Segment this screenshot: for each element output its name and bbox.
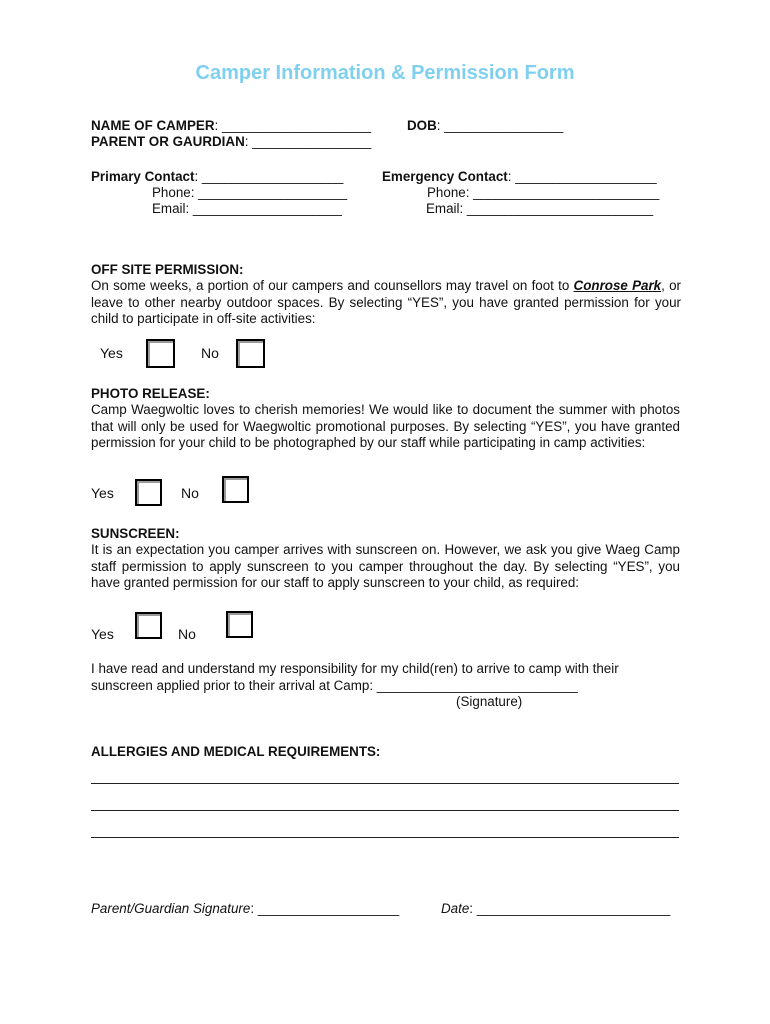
primary-contact-blank: : ___________________ — [194, 169, 344, 184]
photo-paragraph: Camp Waegwoltic loves to cherish memories! We would like to document the summer with photos that will only be used for Waegwoltic promotional purposes. By selecting “YES”, you have granted permission for your child to be photographed by our staff while participating in camp activities: — [91, 402, 680, 450]
camper-name-field[interactable] — [91, 118, 371, 133]
primary-email-field[interactable]: Email: ____________________ — [152, 201, 342, 216]
guardian-signature-field[interactable] — [91, 901, 399, 916]
allergies-line-1[interactable] — [91, 783, 679, 784]
guardian-field[interactable] — [91, 134, 371, 149]
dob-field[interactable] — [407, 118, 563, 133]
sunscreen-no-label: No — [178, 626, 196, 642]
date-label: Date — [441, 901, 470, 916]
emergency-email-field[interactable]: Email: _________________________ — [426, 201, 654, 216]
primary-contact-field[interactable] — [91, 169, 343, 184]
photo-yes-label: Yes — [91, 485, 114, 501]
emergency-contact-blank: : ___________________ — [507, 169, 657, 184]
guardian-signature-blank: : ___________________ — [250, 901, 400, 916]
sunscreen-heading: SUNSCREEN: — [91, 526, 180, 541]
primary-phone-field[interactable]: Phone: ____________________ — [152, 185, 348, 200]
sunscreen-signature-field[interactable]: sunscreen applied prior to their arrival at Camp: ___________________________ — [91, 678, 578, 693]
offsite-no-label: No — [201, 345, 219, 361]
date-blank: : __________________________ — [469, 901, 671, 916]
conrose-park-link: Conrose Park — [573, 278, 662, 293]
offsite-text-after: , or leave to other nearby outdoor spaces. By selecting “YES”, you have granted permission for your child to participate in off-site activities: — [91, 278, 681, 326]
guardian-blank: : ________________ — [244, 134, 372, 149]
sunscreen-no-checkbox[interactable] — [226, 611, 253, 638]
date-field[interactable] — [441, 901, 670, 916]
emergency-contact-field[interactable] — [382, 169, 657, 184]
emergency-contact-label: Emergency Contact — [382, 169, 508, 184]
guardian-label: PARENT OR GAURDIAN — [91, 134, 245, 149]
offsite-yes-label: Yes — [100, 345, 123, 361]
allergies-line-3[interactable] — [91, 837, 679, 838]
dob-label: DOB — [407, 118, 437, 133]
guardian-signature-label: Parent/Guardian Signature — [91, 901, 251, 916]
sunscreen-ack-line-1: I have read and understand my responsibility for my child(ren) to arrive to camp with their — [91, 661, 619, 676]
photo-no-label: No — [181, 485, 199, 501]
offsite-yes-checkbox[interactable] — [146, 339, 175, 368]
allergies-heading: ALLERGIES AND MEDICAL REQUIREMENTS: — [91, 744, 381, 759]
emergency-phone-field[interactable]: Phone: _________________________ — [427, 185, 660, 200]
photo-yes-checkbox[interactable] — [135, 479, 162, 506]
photo-no-checkbox[interactable] — [222, 476, 249, 503]
camper-name-label: NAME OF CAMPER — [91, 118, 215, 133]
sunscreen-yes-checkbox[interactable] — [135, 612, 162, 639]
offsite-no-checkbox[interactable] — [236, 339, 265, 368]
camper-name-blank: : ____________________ — [214, 118, 371, 133]
photo-heading: PHOTO RELEASE: — [91, 386, 210, 401]
signature-caption: (Signature) — [456, 694, 523, 709]
offsite-paragraph — [91, 278, 681, 328]
offsite-heading: OFF SITE PERMISSION: — [91, 262, 244, 277]
dob-blank: : ________________ — [436, 118, 564, 133]
primary-contact-label: Primary Contact — [91, 169, 195, 184]
sunscreen-yes-label: Yes — [91, 626, 114, 642]
form-title: Camper Information & Permission Form — [195, 62, 575, 84]
offsite-text-before: On some weeks, a portion of our campers and counsellors may travel on foot to — [91, 278, 574, 293]
allergies-line-2[interactable] — [91, 810, 679, 811]
sunscreen-paragraph: It is an expectation you camper arrives with sunscreen on. However, we ask you give Waeg Camp staff permission to apply sunscreen to you camper throughout the day. By selecting “YES”, you have granted permission for our staff to apply sunscreen to your child, as required: — [91, 542, 680, 590]
